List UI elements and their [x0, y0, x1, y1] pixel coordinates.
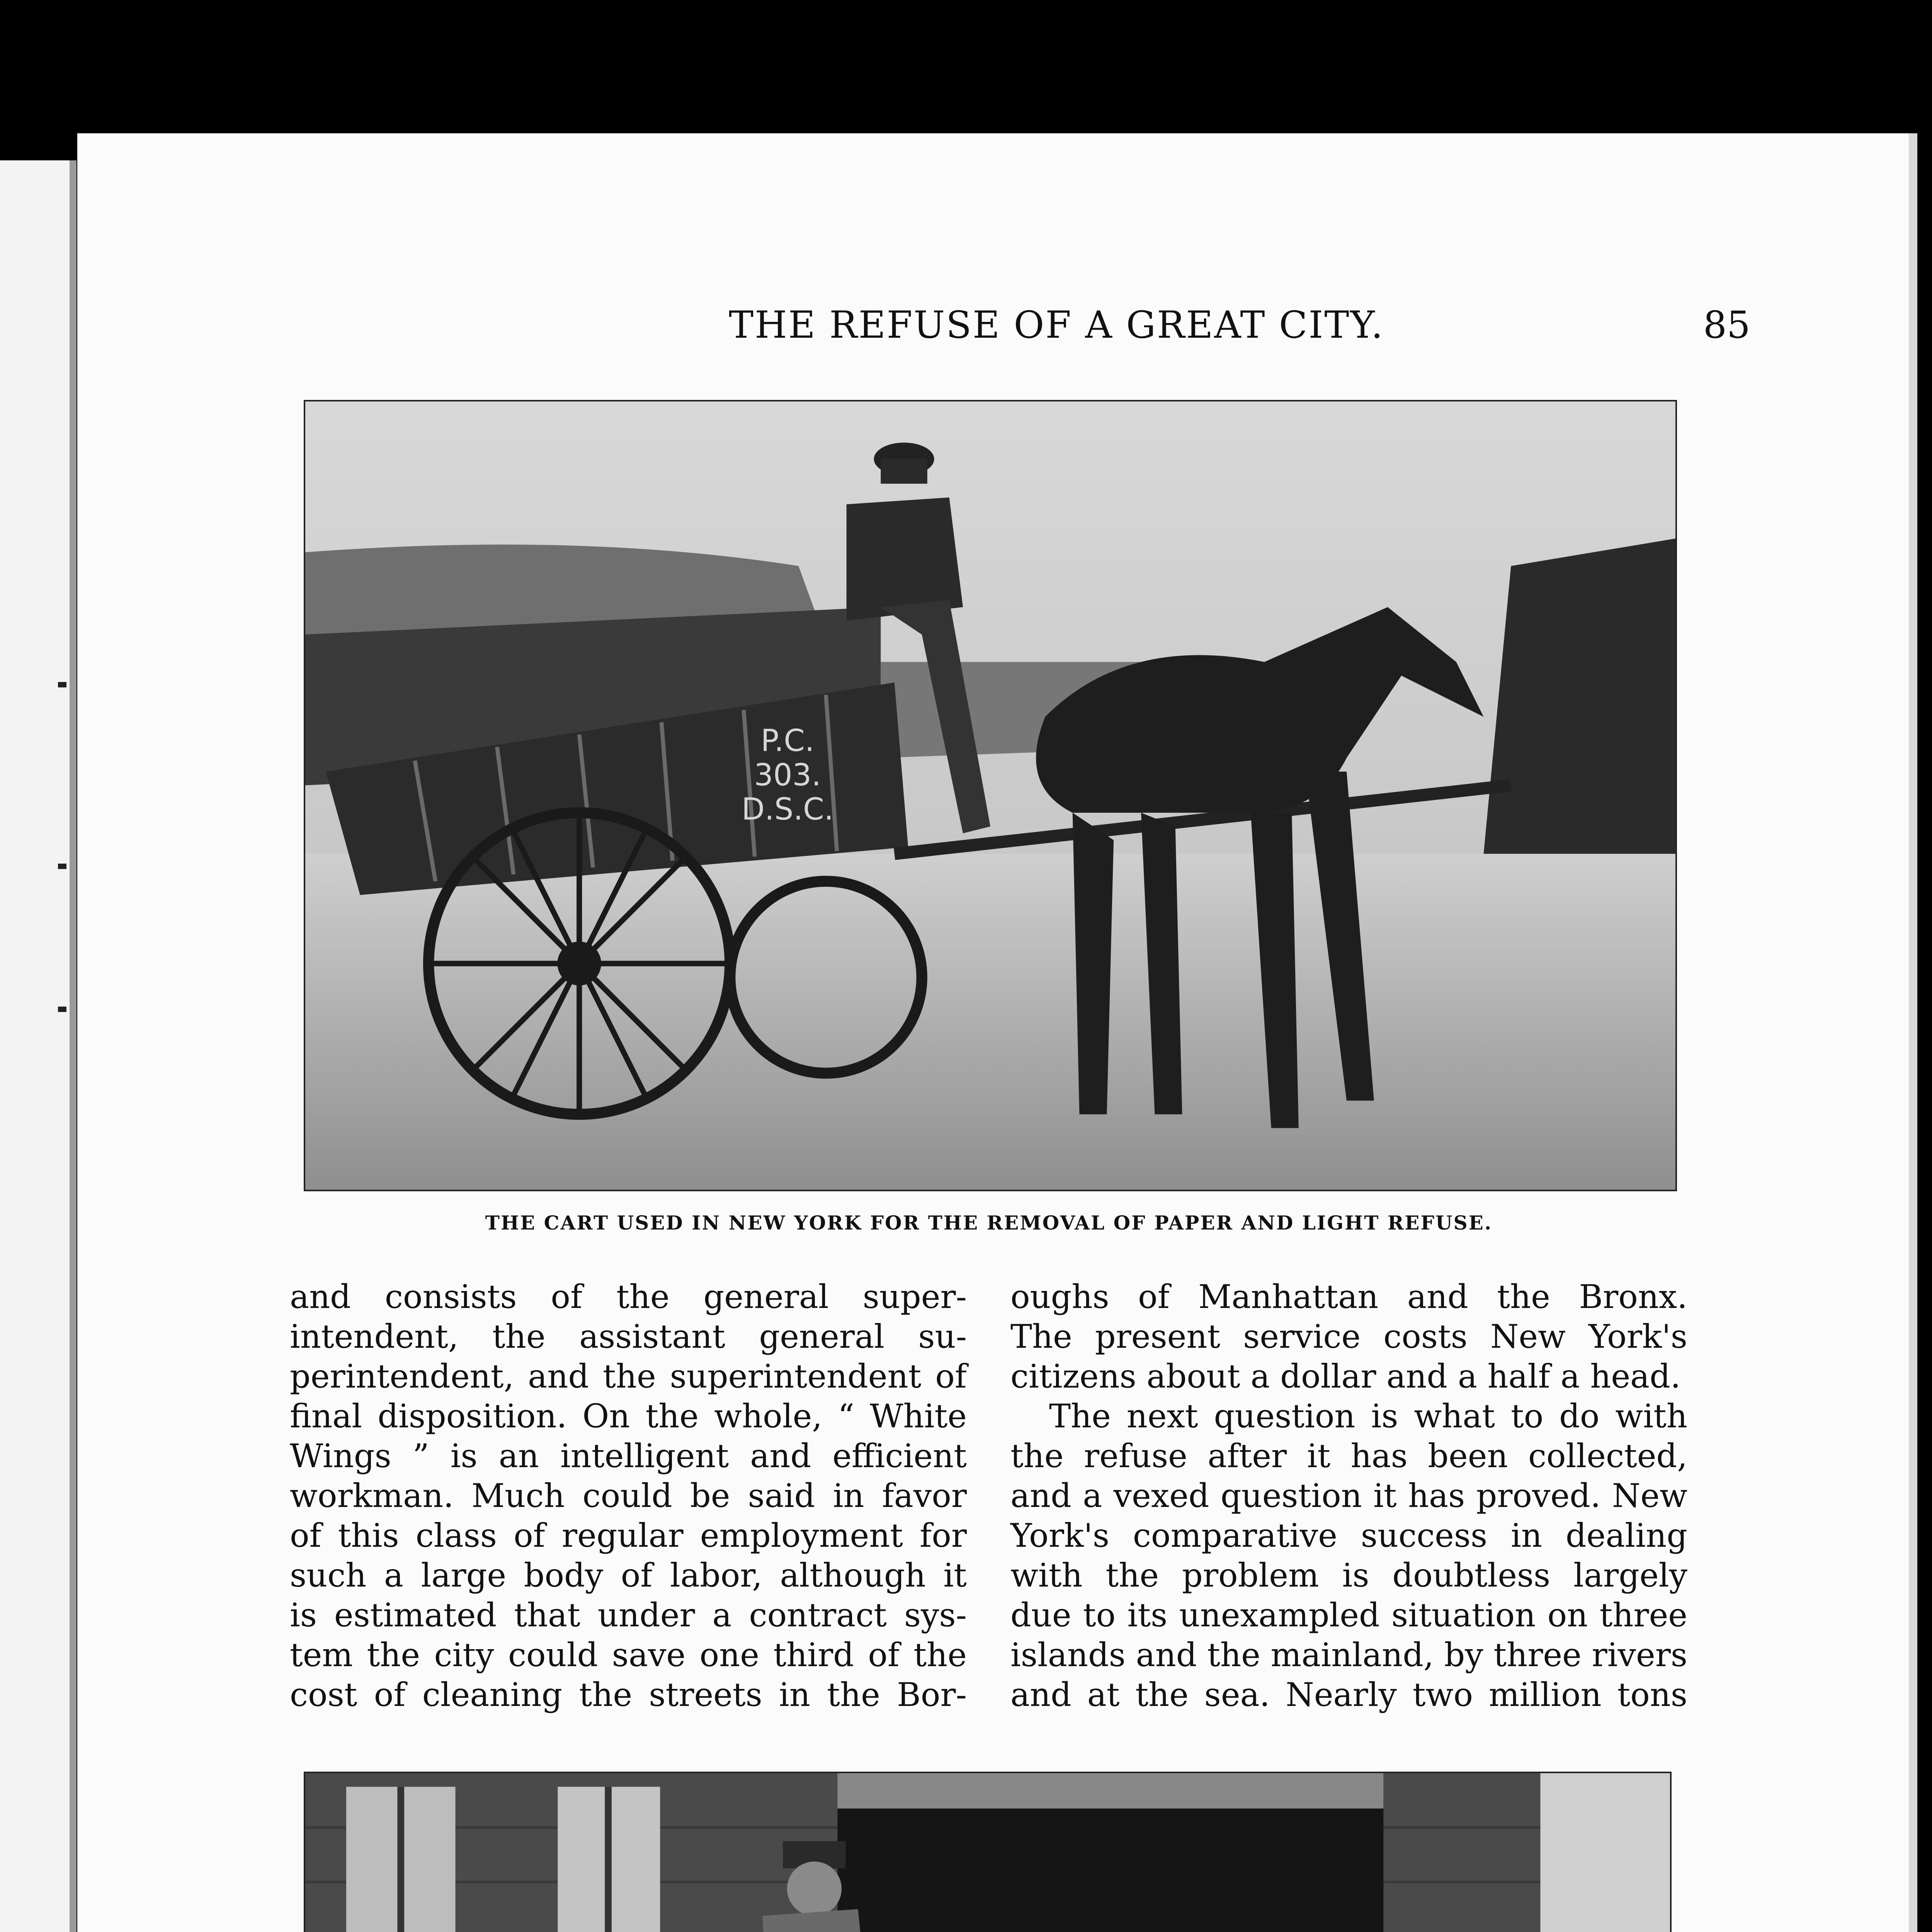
text-line: oughs of Manhattan and the Bronx. [1010, 1278, 1687, 1316]
photo-paper-refuse-cart-image [305, 401, 1675, 1190]
text-line: with the problem is doubtless largely [1010, 1556, 1687, 1594]
magazine-page [77, 133, 1917, 1932]
cart-marking-line: D.S.C. [741, 792, 834, 827]
cart-marking-line: P.C. [760, 723, 815, 759]
text-line: The present service costs New York's [1010, 1318, 1687, 1355]
text-line: The next question is what to do with [1049, 1397, 1687, 1435]
running-header-title: THE REFUSE OF A GREAT CITY. [729, 303, 1384, 347]
text-line: intendent, the assistant general su- [290, 1318, 967, 1355]
text-line: due to its unexampled situation on three [1010, 1596, 1687, 1634]
text-line: islands and the mainland, by three rivers [1010, 1636, 1687, 1674]
text-line: cost of cleaning the streets in the Bor- [290, 1676, 967, 1714]
text-line: Wings ” is an intelligent and efficient [290, 1437, 967, 1475]
binding-mark [58, 864, 66, 869]
text-line: the refuse after it has been collected, [1010, 1437, 1687, 1475]
text-line: York's comparative success in dealing [1010, 1517, 1687, 1554]
cart-marking-line: 303. [754, 758, 821, 793]
text-line: such a large body of labor, although it [290, 1556, 967, 1594]
text-line: of this class of regular employment for [290, 1517, 967, 1554]
text-line: and at the sea. Nearly two million tons [1010, 1676, 1687, 1714]
page-number: 85 [1703, 303, 1750, 347]
binding-mark [58, 1007, 66, 1012]
text-line: citizens about a dollar and a half a head. [1010, 1357, 1681, 1395]
photo-paper-refuse-cart [304, 400, 1677, 1191]
text-line: perintendent, and the superintendent of [290, 1357, 967, 1395]
text-line: final disposition. On the whole, “ White [290, 1397, 967, 1435]
text-line: tem the city could save one third of the [290, 1636, 967, 1674]
photo-garbage-cart [304, 1772, 1672, 1932]
text-line: workman. Much could be said in favor [290, 1477, 967, 1515]
text-line: is estimated that under a contract sys- [290, 1596, 967, 1634]
text-column-left [290, 1277, 967, 1715]
text-line: and a vexed question it has proved. New [1010, 1477, 1687, 1515]
text-line: and consists of the general super- [290, 1278, 967, 1316]
photo-garbage-cart-image [305, 1773, 1670, 1932]
binding-mark [58, 682, 66, 687]
figure-caption: THE CART USED IN NEW YORK FOR THE REMOVAL OF PAPER AND LIGHT REFUSE. [485, 1211, 1493, 1234]
left-page-edge [0, 160, 77, 1932]
text-column-right [1010, 1277, 1687, 1715]
